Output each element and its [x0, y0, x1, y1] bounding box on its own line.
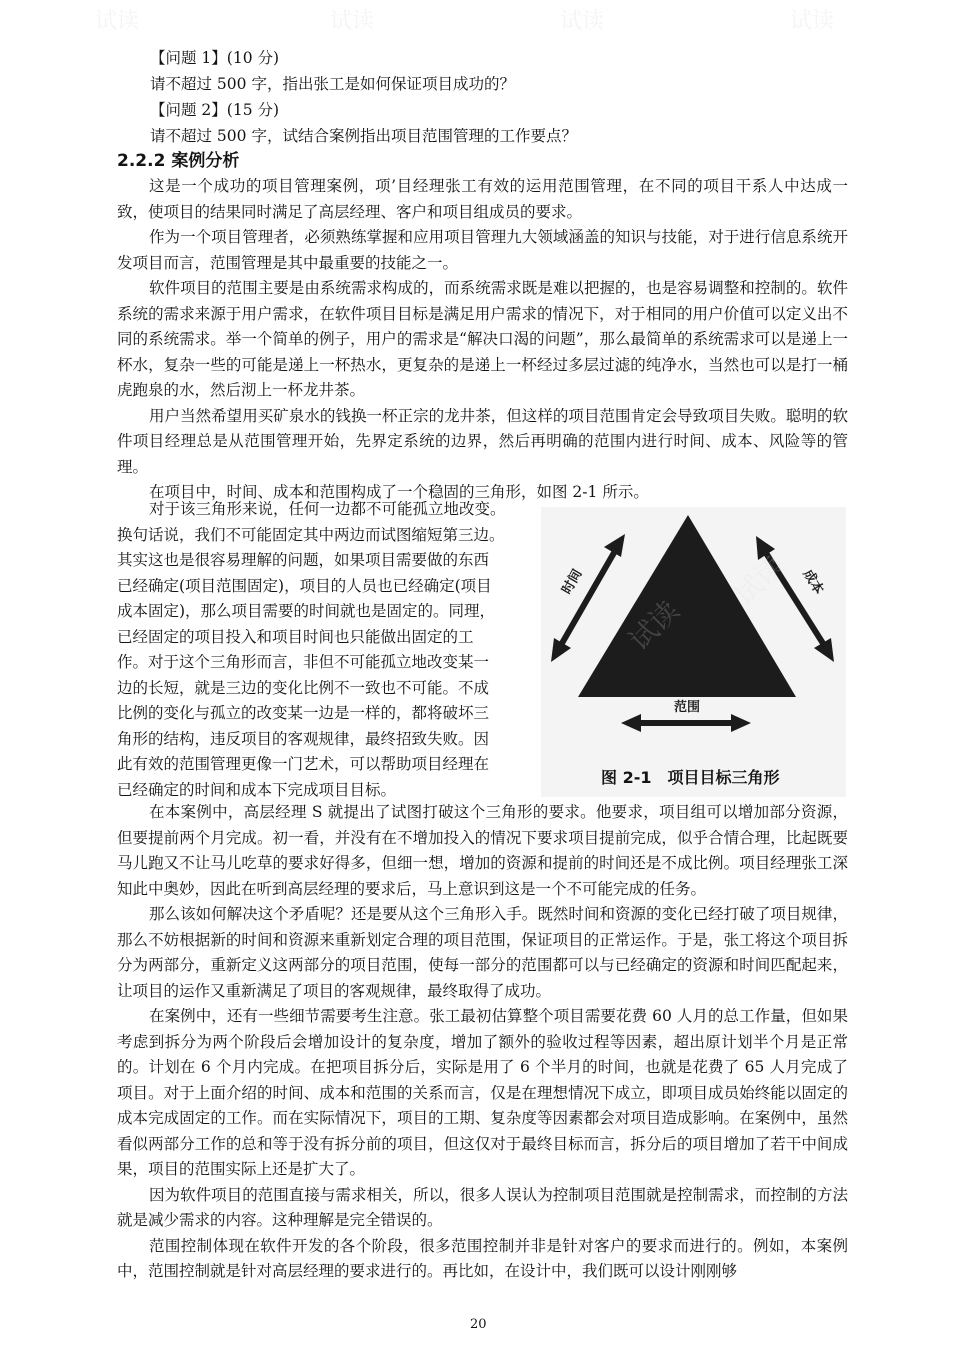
text-line: 成本固定)，那么项目需要的时间就也是固定的。同理， [117, 602, 496, 620]
text-line: 作。对于这个三角形而言，非但不可能孤立地改变某一 [117, 653, 490, 671]
question-1-label: 【问题 1】(10 分) [150, 49, 280, 67]
paragraph: 作为一个项目管理者，必须熟练掌握和应用项目管理九大领域涵盖的知识与技能，对于进行信息系统开发项目而言，范围管理是其中最重要的技能之一。 [117, 228, 848, 272]
text-line: 已经确定的时间和成本下完成项目目标。 [117, 780, 397, 799]
time-label: 时间 [559, 566, 586, 597]
scope-arrow-icon [621, 714, 751, 732]
question-2-label: 【问题 2】(15 分) [150, 101, 280, 119]
paragraph: 那么该如何解决这个矛盾呢？还是要从这个三角形入手。既然时间和资源的变化已经打破了项目规律，那么不妨根据新的时间和资源来重新划定合理的项目范围，保证项目的正常运作。于是，张工将这个项目拆分为两部分，重新定义这两部分的项目范围，使每一部分的范围都可以与已经确定的资源和时间匹配起来，让项目的运作又重新满足了项目的客观规律，最终取得了成功。 [117, 905, 848, 1000]
scope-label: 范围 [674, 700, 701, 715]
text-line: 比例的变化与孤立的改变某一边是一样的，都将破坏三 [117, 704, 490, 722]
paragraph: 因为软件项目的范围直接与需求相关，所以，很多人误认为控制项目范围就是控制需求，而控制的方法就是减少需求的内容。这种理解是完全错误的。 [117, 1185, 848, 1229]
project-triangle-figure [541, 507, 846, 797]
paragraph: 在案例中，还有一些细节需要考生注意。张工最初估算整个项目需要花费 60 人月的总工作量，但如果考虑到拆分为两个阶段后会增加设计的复杂度，增加了额外的验收过程等因素，超出原计划半个月是正常的。计划在 6 个月内完成。在把项目拆分后，实际是用了 6 个半月的时间，也就是花费了 65 人月完成了项目。对于上面介绍的时间、成本和范围的关系而言，仅是在理想情况下成立，即项目成员始终能以固定的成本完成固定的工作。而在实际情况下，项目的工期、复杂度等因素都会对项目造成影响。在案例中，虽然看似两部分工作的总和等于没有拆分前的项目，但这仅对于最终目标而言，拆分后的项目增加了若干中间成果，项目的范围实际上还是扩大了。 [117, 1007, 848, 1178]
text-line: 已经确定(项目范围固定)，项目的人员也已经确定(项目 [117, 576, 492, 595]
paragraph: 软件项目的范围主要是由系统需求构成的，而系统需求既是难以把握的，也是容易调整和控制的。软件系统的需求来源于用户需求，在软件项目目标是满足用户需求的情况下，对于相同的用户价值可以定义出不同的系统需求。举一个简单的例子，用户的需求是“解决口渴的问题”，那么最简单的系统需求可以是递上一杯水，复杂一些的可能是递上一杯热水，更复杂的是递上一杯经过多层过滤的纯净水，当然也可以是打一桶虎跑泉的水，然后沏上一杯龙井茶。 [117, 279, 848, 399]
text-line: 边的长短，就是三边的变化比例不一致也不可能。不成 [117, 678, 490, 697]
text-line: 换句话说，我们不可能固定其中两边而试图缩短第三边。 [117, 525, 505, 544]
text-line: 角形的结构，违反项目的客观规律，最终招致失败。因 [117, 729, 490, 748]
watermark: 试读 [95, 9, 140, 34]
triangle-diagram [541, 507, 846, 797]
text-line: 此有效的范围管理更像一门艺术，可以帮助项目经理在 [117, 755, 490, 773]
paragraph: 用户当然希望用买矿泉水的钱换一杯正宗的龙井茶，但这样的项目范围肯定会导致项目失败。聪明的软件项目经理总是从范围管理开始，先界定系统的边界，然后再明确的范围内进行时间、成本、风险等的管理。 [117, 406, 848, 476]
watermark: 试读 [727, 549, 791, 612]
paragraph: 这是一个成功的项目管理案例，项’目经理张工有效的运用范围管理，在不同的项目干系人中达成一致，使项目的结果同时满足了高层经理、客户和项目组成员的要求。 [117, 177, 848, 221]
body-text-before-figure [117, 174, 848, 506]
cost-label: 成本 [799, 567, 827, 598]
watermark: 试读 [790, 9, 835, 34]
paragraph: 在本案例中，高层经理 S 就提出了试图打破这个三角形的要求。他要求，项目组可以增加部分资源，但要提前两个月完成。初一看，并没有在不增加投入的情况下要求项目提前完成，似乎合情合理，比起既要马儿跑又不让马儿吃草的要求好得多，但细一想，增加的资源和提前的时间还是不成比例。项目经理张工深知此中奥妙，因此在听到高层经理的要求后，马上意识到这是一个不可能完成的任务。 [117, 803, 848, 898]
question-2-text: 请不超过 500 字，试结合案例指出项目范围管理的工作要点？ [150, 127, 577, 145]
question-1-text: 请不超过 500 字，指出张工是如何保证项目成功的？ [150, 75, 515, 93]
paragraph-beside-figure [117, 497, 533, 803]
watermark: 试读 [622, 594, 686, 657]
paragraph: 在项目中，时间、成本和范围构成了一个稳固的三角形，如图 2-1 所示。 [149, 483, 649, 501]
text-line: 已经固定的项目投入和项目时间也只能做出固定的工 [117, 627, 474, 646]
text-line: 其实这也是很容易理解的问题，如果项目需要做的东西 [117, 551, 490, 569]
figure-caption: 图 2-1 项目目标三角形 [601, 768, 780, 787]
watermark: 试读 [330, 9, 375, 34]
paragraph: 范围控制体现在软件开发的各个阶段，很多范围控制并非是针对客户的要求而进行的。例如，本案例中，范围控制就是针对高层经理的要求进行的。再比如，在设计中，我们既可以设计刚刚够 [117, 1236, 848, 1280]
section-heading: 2.2.2 案例分析 [117, 151, 240, 171]
body-text-after-figure [117, 800, 848, 1285]
text-line: 对于该三角形来说，任何一边都不可能孤立地改变。 [149, 500, 506, 518]
watermark: 试读 [560, 9, 605, 34]
page-number: 20 [470, 1317, 487, 1332]
